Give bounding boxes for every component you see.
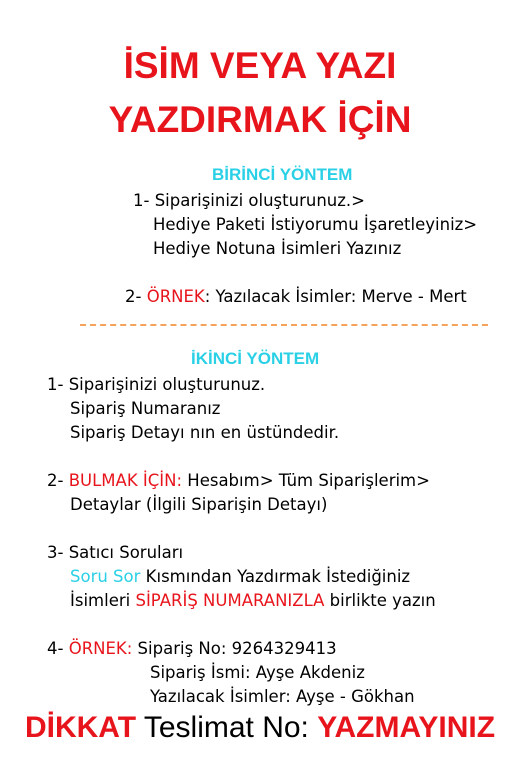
method-2-step-3-line-2-text: Kısmından Yazdırmak İstediğiniz bbox=[140, 567, 411, 586]
method-2-step-3-line-3-pre: İsimleri bbox=[70, 591, 136, 610]
method-1-example-label: ÖRNEK bbox=[146, 287, 205, 306]
method-2-step-4-label: ÖRNEK: bbox=[68, 639, 133, 658]
method-2-step-4-prefix: 4- bbox=[47, 639, 69, 658]
footer-middle: Teslimat No: bbox=[136, 711, 318, 744]
title-line-2: YAZDIRMAK İÇİN bbox=[108, 99, 412, 140]
method-2-step-1-line-3: Sipariş Detayı nın en üstündedir. bbox=[70, 423, 340, 442]
method-2-step-1-line-2: Sipariş Numaranız bbox=[70, 399, 221, 418]
method-2-step-4-line-3: Yazılacak İsimler: Ayşe - Gökhan bbox=[150, 687, 415, 706]
method-2-heading: İKİNCİ YÖNTEM bbox=[191, 349, 320, 368]
title-line-1: İSİM VEYA YAZI bbox=[123, 45, 397, 86]
method-2-step-2-prefix: 2- bbox=[47, 471, 69, 490]
method-1-example-prefix: 2- bbox=[125, 287, 147, 306]
dashed-divider bbox=[80, 324, 488, 326]
method-2-step-3-line-3-red: SİPARİŞ NUMARANIZLA bbox=[135, 591, 325, 610]
method-1-step-1-line-1: 1- Siparişinizi oluşturunuz.> bbox=[133, 191, 365, 210]
method-2-step-2-line-2: Detaylar (İlgili Siparişin Detayı) bbox=[70, 495, 328, 514]
method-2-step-2-label: BULMAK İÇİN: bbox=[68, 471, 183, 490]
method-2-step-4-line-2: Sipariş İsmi: Ayşe Akdeniz bbox=[150, 663, 365, 682]
method-2-step-4-text: Sipariş No: 9264329413 bbox=[132, 639, 337, 658]
method-1-heading: BİRİNCİ YÖNTEM bbox=[212, 165, 353, 184]
soru-sor-label: Soru Sor bbox=[70, 567, 141, 586]
method-1-step-1-line-3: Hediye Notuna İsimleri Yazınız bbox=[153, 239, 402, 258]
warning-footer bbox=[0, 708, 520, 748]
method-2-step-3-line-3-post: birlikte yazın bbox=[324, 591, 436, 610]
method-2-step-3-line-1: 3- Satıcı Soruları bbox=[47, 543, 184, 562]
method-2-step-2-line-1 bbox=[47, 470, 430, 492]
footer-dikkat: DİKKAT bbox=[24, 711, 137, 744]
method-2-step-4-line-1 bbox=[47, 638, 337, 660]
method-2-step-3-line-2 bbox=[70, 566, 410, 588]
method-2-step-3-line-3 bbox=[70, 590, 436, 612]
method-2-step-2-text: Hesabım> Tüm Siparişlerim> bbox=[182, 471, 430, 490]
method-1-example bbox=[125, 286, 467, 308]
method-2-step-1-line-1: 1- Siparişinizi oluşturunuz. bbox=[47, 375, 266, 394]
footer-yazmayiniz: YAZMAYINIZ bbox=[317, 711, 496, 744]
method-1-step-1-line-2: Hediye Paketi İstiyorumu İşaretleyiniz> bbox=[153, 215, 478, 234]
method-1-example-text: : Yazılacak İsimler: Merve - Mert bbox=[204, 287, 467, 306]
